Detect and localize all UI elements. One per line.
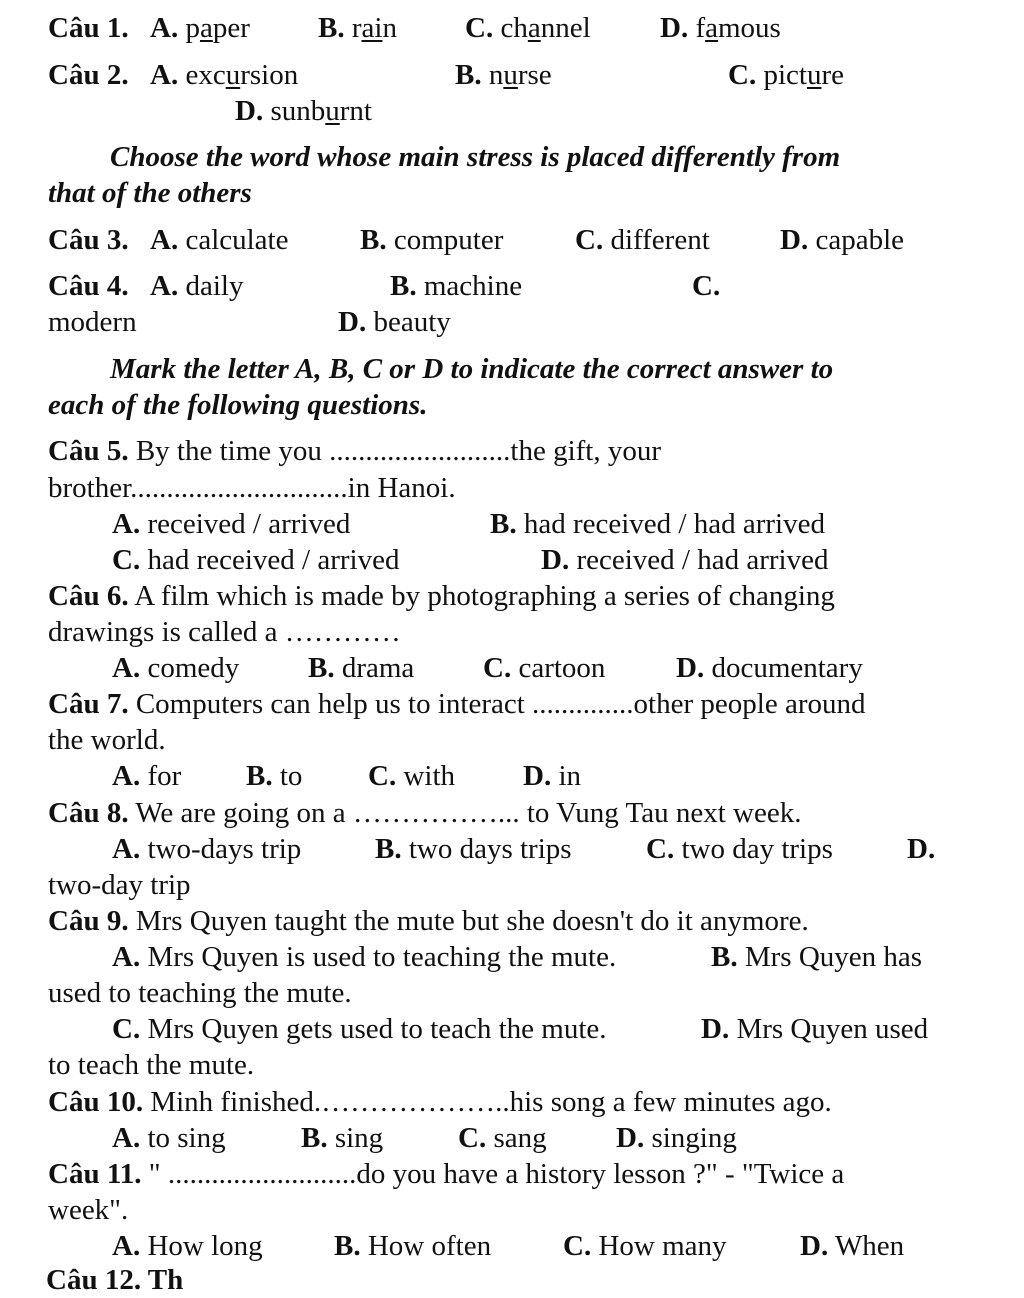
q10-option-c: C. sang	[458, 1122, 547, 1154]
q2-option-c: C. picture	[728, 59, 844, 91]
q6-stem-line2: drawings is called a …………	[48, 616, 401, 648]
q5-stem-line1: Câu 5. By the time you .........................the gift, your	[48, 435, 661, 467]
q9-option-d: D. Mrs Quyen used	[701, 1013, 929, 1045]
instruction-answer-line1: Mark the letter A, B, C or D to indicate the correct answer to	[110, 353, 834, 385]
q5-option-a: A. received / arrived	[112, 508, 351, 540]
q5-option-d: D. received / had arrived	[541, 544, 829, 576]
q2-option-d: D. sunburnt	[235, 95, 372, 127]
q3-label: Câu 3.	[48, 224, 129, 256]
q4-label: Câu 4.	[48, 270, 129, 302]
q9-stem: Câu 9. Mrs Quyen taught the mute but she doesn't do it anymore.	[48, 905, 809, 937]
q8-option-a: A. two-days trip	[112, 833, 302, 865]
q9-option-a: A. Mrs Quyen is used to teaching the mute.	[112, 941, 617, 973]
q7-option-b: B. to	[246, 760, 303, 792]
q1-option-b: B. rain	[318, 12, 397, 44]
q12-partial-line: Câu 12. Th	[46, 1264, 184, 1296]
q1-option-a: A. paper	[150, 12, 250, 44]
q3-option-a: A. calculate	[150, 224, 289, 256]
q7-stem-line2: the world.	[48, 724, 166, 756]
q1-option-d: D. famous	[660, 12, 781, 44]
q2-option-a: A. excursion	[150, 59, 299, 91]
q4-option-d: D. beauty	[338, 306, 451, 338]
q10-option-d: D. singing	[616, 1122, 737, 1154]
q7-stem-line1: Câu 7. Computers can help us to interact ..............other people around	[48, 688, 866, 720]
q4-option-c-text: modern	[48, 306, 137, 338]
q7-option-a: A. for	[112, 760, 182, 792]
q3-option-b: B. computer	[360, 224, 504, 256]
q6-option-b: B. drama	[308, 652, 415, 684]
q8-option-b: B. two days trips	[375, 833, 572, 865]
q9-option-d-cont: to teach the mute.	[48, 1049, 255, 1081]
q3-option-d: D. capable	[780, 224, 904, 256]
q3-option-c: C. different	[575, 224, 710, 256]
q1-option-c: C. channel	[465, 12, 591, 44]
q11-stem-line2: week".	[48, 1194, 129, 1226]
q6-option-d: D. documentary	[676, 652, 863, 684]
q11-option-d: D. When	[800, 1230, 905, 1262]
q8-option-d-letter: D.	[907, 833, 936, 865]
q7-option-c: C. with	[368, 760, 456, 792]
q10-option-b: B. sing	[301, 1122, 384, 1154]
q11-stem-line1: Câu 11. " ..........................do you have a history lesson ?" - "Twice a	[48, 1158, 845, 1190]
q5-stem-line2: brother..............................in Hanoi.	[48, 472, 456, 504]
instruction-stress-line1: Choose the word whose main stress is placed differently from	[110, 141, 841, 173]
q9-option-b-cont: used to teaching the mute.	[48, 977, 352, 1009]
q4-option-c-letter: C.	[692, 270, 721, 302]
q6-stem-line1: Câu 6. A film which is made by photographing a series of changing	[48, 580, 835, 612]
q11-option-c: C. How many	[563, 1230, 727, 1262]
q2-option-b: B. nurse	[455, 59, 552, 91]
q8-option-c: C. two day trips	[646, 833, 833, 865]
q5-option-c: C. had received / arrived	[112, 544, 400, 576]
instruction-answer-line2: each of the following questions.	[48, 389, 428, 421]
q1-label: Câu 1.	[48, 12, 129, 44]
q11-option-b: B. How often	[334, 1230, 492, 1262]
q6-option-c: C. cartoon	[483, 652, 606, 684]
q5-option-b: B. had received / had arrived	[490, 508, 825, 540]
q9-option-b: B. Mrs Quyen has	[711, 941, 923, 973]
q9-option-c: C. Mrs Quyen gets used to teach the mute.	[112, 1013, 607, 1045]
q11-option-a: A. How long	[112, 1230, 263, 1262]
q10-stem: Câu 10. Minh finished.………………..his song a few minutes ago.	[48, 1086, 832, 1118]
q4-option-b: B. machine	[390, 270, 523, 302]
q2-label: Câu 2.	[48, 59, 129, 91]
q8-stem: Câu 8. We are going on a ……………... to Vung Tau next week.	[48, 797, 802, 829]
q10-option-a: A. to sing	[112, 1122, 226, 1154]
q4-option-a: A. daily	[150, 270, 244, 302]
instruction-stress-line2: that of the others	[48, 177, 252, 209]
q6-option-a: A. comedy	[112, 652, 240, 684]
q7-option-d: D. in	[523, 760, 582, 792]
q8-option-d-text: two-day trip	[48, 869, 191, 901]
